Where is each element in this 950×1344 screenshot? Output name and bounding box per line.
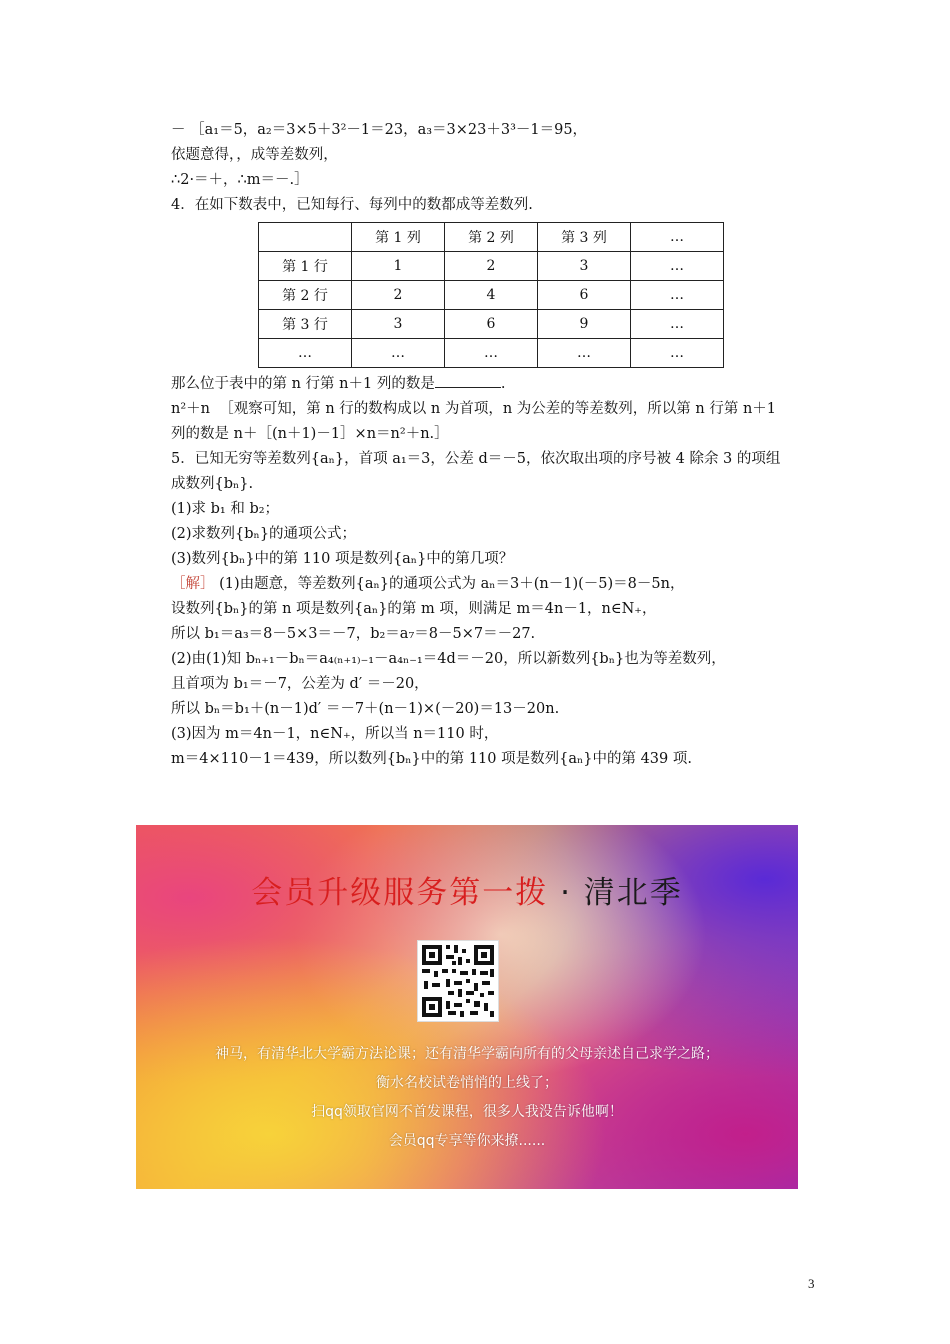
text-line: 设数列{bₙ}的第 n 项是数列{aₙ}的第 m 项，则满足 m＝4n－1，n∈N₊， bbox=[171, 601, 657, 617]
question-4: 4．在如下数表中，已知每行、每列中的数都成等差数列. bbox=[171, 197, 533, 213]
text: . bbox=[500, 376, 506, 392]
text-line: 所以 bₙ＝b₁＋(n－1)d′ ＝－7＋(n－1)×(－20)＝13－20n. bbox=[171, 701, 560, 717]
banner-title-separator: · bbox=[548, 875, 584, 911]
table-cell: … bbox=[631, 252, 724, 281]
promo-banner[interactable] bbox=[136, 825, 798, 1189]
banner-line: 神马，有清华北大学霸方法论课；还有清华学霸向所有的父母亲述自己求学之路； bbox=[215, 1046, 719, 1062]
solution-line bbox=[171, 572, 821, 597]
table-cell: 2 bbox=[445, 252, 538, 281]
text-line: (3)因为 m＝4n－1，n∈N₊，所以当 n＝110 时， bbox=[171, 726, 499, 742]
table-cell: 第 2 列 bbox=[445, 223, 538, 252]
table-cell: 第 2 行 bbox=[259, 281, 352, 310]
text-line: (2)由(1)知 bₙ₊₁－bₙ＝a₄₍ₙ₊₁₎₋₁－a₄ₙ₋₁＝4d＝－20，所以新数列{bₙ}也为等差数列， bbox=[171, 651, 726, 667]
table-cell: 第 3 列 bbox=[538, 223, 631, 252]
table-cell: … bbox=[631, 223, 724, 252]
question-4-blank-line bbox=[171, 372, 821, 397]
table-cell: … bbox=[259, 339, 352, 368]
table-cell: 2 bbox=[352, 281, 445, 310]
text-line: (2)求数列{bₙ}的通项公式； bbox=[171, 526, 357, 542]
banner-line: 衡水名校试卷悄悄的上线了； bbox=[376, 1075, 558, 1091]
page-number: 3 bbox=[808, 1276, 815, 1291]
text-line: m＝4×110－1＝439，所以数列{bₙ}中的第 110 项是数列{aₙ}中的第 439 项. bbox=[171, 751, 692, 767]
table-cell: … bbox=[445, 339, 538, 368]
table-cell: 3 bbox=[352, 310, 445, 339]
banner-title-red: 会员升级服务第一拨 bbox=[251, 875, 549, 911]
table-row bbox=[259, 310, 724, 339]
number-table bbox=[258, 222, 724, 368]
table-row bbox=[259, 252, 724, 281]
solution-tag: ［解］ bbox=[171, 576, 215, 592]
table-cell: 第 3 行 bbox=[259, 310, 352, 339]
answer-4 bbox=[171, 397, 821, 422]
table-cell: … bbox=[352, 339, 445, 368]
table-cell: 6 bbox=[445, 310, 538, 339]
text-line: 依题意得，，成等差数列， bbox=[171, 147, 338, 163]
table-cell: 3 bbox=[538, 252, 631, 281]
text-line: 所以 b₁＝a₃＝8－5×3＝－7，b₂＝a₇＝8－5×7＝－27. bbox=[171, 626, 536, 642]
table-cell: 第 1 列 bbox=[352, 223, 445, 252]
table-cell: … bbox=[631, 339, 724, 368]
table-cell: … bbox=[631, 310, 724, 339]
text-line: (3)数列{bₙ}中的第 110 项是数列{aₙ}中的第几项？ bbox=[171, 551, 514, 567]
qr-code-icon[interactable] bbox=[417, 940, 499, 1022]
banner-title bbox=[136, 867, 798, 912]
table-cell: … bbox=[538, 339, 631, 368]
text-line: 且首项为 b₁＝－7，公差为 d′ ＝－20， bbox=[171, 676, 429, 692]
banner-line: 会员qq专享等你来撩...... bbox=[388, 1133, 546, 1149]
text-line: 成数列{bₙ}. bbox=[171, 476, 254, 492]
table-cell: 6 bbox=[538, 281, 631, 310]
text-line: － ［a₁＝5，a₂＝3×5＋3²－1＝23，a₃＝3×23＋3³－1＝95， bbox=[171, 122, 588, 138]
table-row bbox=[259, 339, 724, 368]
text-line: ∴2·＝＋，∴m＝－.］ bbox=[171, 172, 309, 188]
text-line: (1)求 b₁ 和 b₂； bbox=[171, 501, 280, 517]
question-5: 5．已知无穷等差数列{aₙ}，首项 a₁＝3，公差 d＝－5，依次取出项的序号被 4 除余 3 的项组 bbox=[171, 451, 781, 467]
table-cell: … bbox=[631, 281, 724, 310]
table-cell: 第 1 行 bbox=[259, 252, 352, 281]
answer-blank bbox=[435, 373, 501, 388]
table-cell bbox=[259, 223, 352, 252]
table-row bbox=[259, 281, 724, 310]
text: 那么位于表中的第 n 行第 n＋1 列的数是 bbox=[171, 376, 435, 392]
text-line: 列的数是 n＋［(n＋1)－1］×n＝n²＋n.］ bbox=[171, 426, 449, 442]
table-cell: 4 bbox=[445, 281, 538, 310]
text: ［观察可知，第 n 行的数构成以 n 为首项，n 为公差的等差数列，所以第 n 行第 n＋1 bbox=[219, 401, 777, 417]
document-body bbox=[171, 118, 821, 772]
answer-head: n²＋n bbox=[171, 401, 210, 417]
banner-text bbox=[136, 1040, 798, 1156]
table-header-row bbox=[259, 223, 724, 252]
banner-title-black: 清北季 bbox=[583, 875, 683, 911]
text: (1)由题意，等差数列{aₙ}的通项公式为 aₙ＝3＋(n－1)(－5)＝8－5n， bbox=[219, 576, 685, 592]
table-cell: 9 bbox=[538, 310, 631, 339]
banner-line: 扫qq领取官网不首发课程，很多人我没告诉他啊！ bbox=[311, 1104, 623, 1120]
table-cell: 1 bbox=[352, 252, 445, 281]
